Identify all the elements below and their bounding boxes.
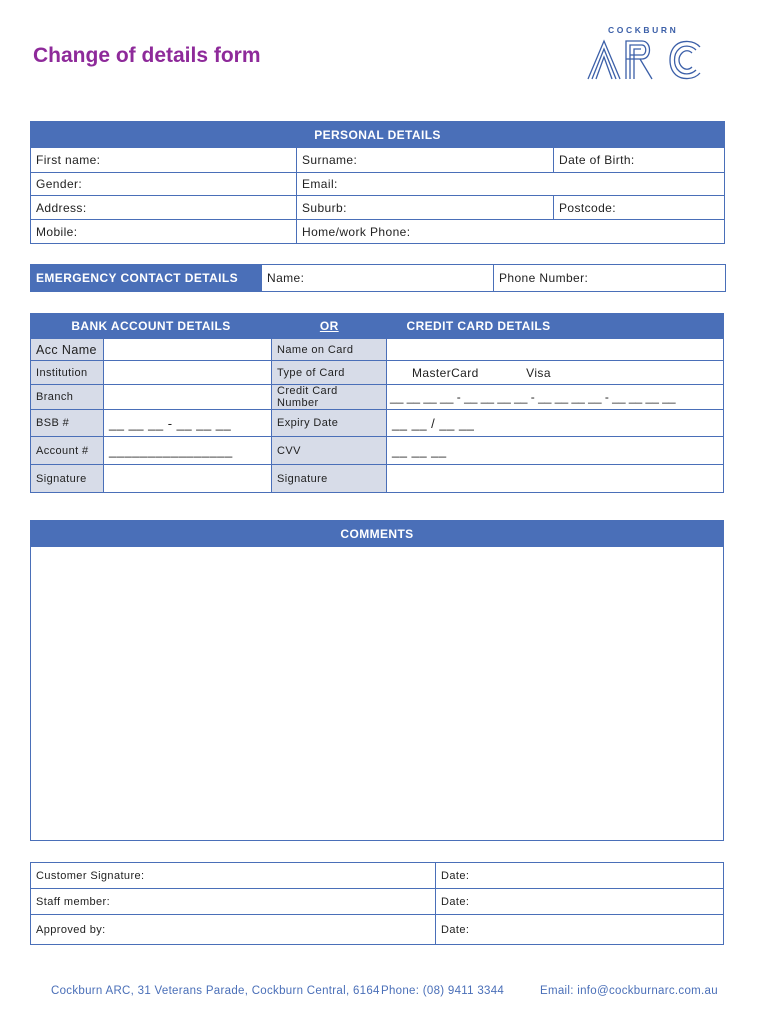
dob-field[interactable]: Date of Birth: [554,148,725,173]
staff-date-field[interactable]: Date: [436,889,724,915]
footer-address: Cockburn ARC, 31 Veterans Parade, Cockburn Central, 6164 [51,985,380,997]
comments-table [30,520,724,841]
account-number-label: Account # [31,437,104,465]
cc-number-label: Credit Card Number [272,385,387,410]
home-phone-field[interactable]: Home/work Phone: [297,220,725,244]
payment-details-table [30,313,724,493]
mobile-field[interactable]: Mobile: [31,220,297,244]
name-on-card-input[interactable] [387,339,724,361]
page-title: Change of details form [33,44,261,67]
acc-name-input[interactable] [104,339,272,361]
emergency-name-field[interactable]: Name: [262,265,494,292]
gender-field[interactable]: Gender: [31,173,297,196]
institution-label: Institution [31,361,104,385]
bsb-label: BSB # [31,410,104,437]
credit-card-heading: CREDIT CARD DETAILS [387,314,724,339]
bsb-input[interactable]: __ __ __ - __ __ __ [104,410,272,437]
staff-member-field[interactable]: Staff member: [31,889,436,915]
emergency-contact-table [30,264,726,292]
emergency-contact-heading: EMERGENCY CONTACT DETAILS [31,265,262,292]
comments-heading: COMMENTS [31,521,724,547]
account-number-input[interactable]: ________________ [104,437,272,465]
or-text: OR [319,319,339,333]
logo-arc-graphic [586,39,704,81]
bank-signature-label: Signature [31,465,104,493]
first-name-field[interactable]: First name: [31,148,297,173]
personal-details-table [30,121,725,244]
postcode-field[interactable]: Postcode: [554,196,725,220]
type-of-card-options [387,361,724,385]
footer-email[interactable]: Email: info@cockburnarc.com.au [540,985,718,997]
cockburn-arc-logo [586,25,706,83]
approved-date-field[interactable]: Date: [436,915,724,945]
or-label [272,314,387,339]
branch-label: Branch [31,385,104,410]
cvv-label: CVV [272,437,387,465]
cc-number-input[interactable]: __ __ __ __ - __ __ __ __ - __ __ __ __ - __ __ __ __ [387,385,724,410]
emergency-phone-field[interactable]: Phone Number: [494,265,726,292]
cvv-input[interactable]: __ __ __ [387,437,724,465]
customer-date-field[interactable]: Date: [436,863,724,889]
expiry-label: Expiry Date [272,410,387,437]
name-on-card-label: Name on Card [272,339,387,361]
acc-name-label: Acc Name [31,339,104,361]
comments-textarea[interactable] [31,547,724,841]
institution-input[interactable] [104,361,272,385]
bank-account-heading: BANK ACCOUNT DETAILS [31,314,272,339]
cc-signature-input[interactable] [387,465,724,493]
approved-by-field[interactable]: Approved by: [31,915,436,945]
address-field[interactable]: Address: [31,196,297,220]
expiry-input[interactable]: __ __ / __ __ [387,410,724,437]
cc-signature-label: Signature [272,465,387,493]
surname-field[interactable]: Surname: [297,148,554,173]
type-of-card-label: Type of Card [272,361,387,385]
email-field[interactable]: Email: [297,173,725,196]
bank-signature-input[interactable] [104,465,272,493]
footer-phone: Phone: (08) 9411 3344 [381,985,505,997]
visa-option[interactable]: Visa [526,365,551,380]
suburb-field[interactable]: Suburb: [297,196,554,220]
logo-top-text: COCKBURN [608,25,679,35]
personal-details-heading: PERSONAL DETAILS [31,122,725,148]
branch-input[interactable] [104,385,272,410]
signoff-table [30,862,724,945]
customer-signature-field[interactable]: Customer Signature: [31,863,436,889]
mastercard-option[interactable]: MasterCard [412,365,479,380]
